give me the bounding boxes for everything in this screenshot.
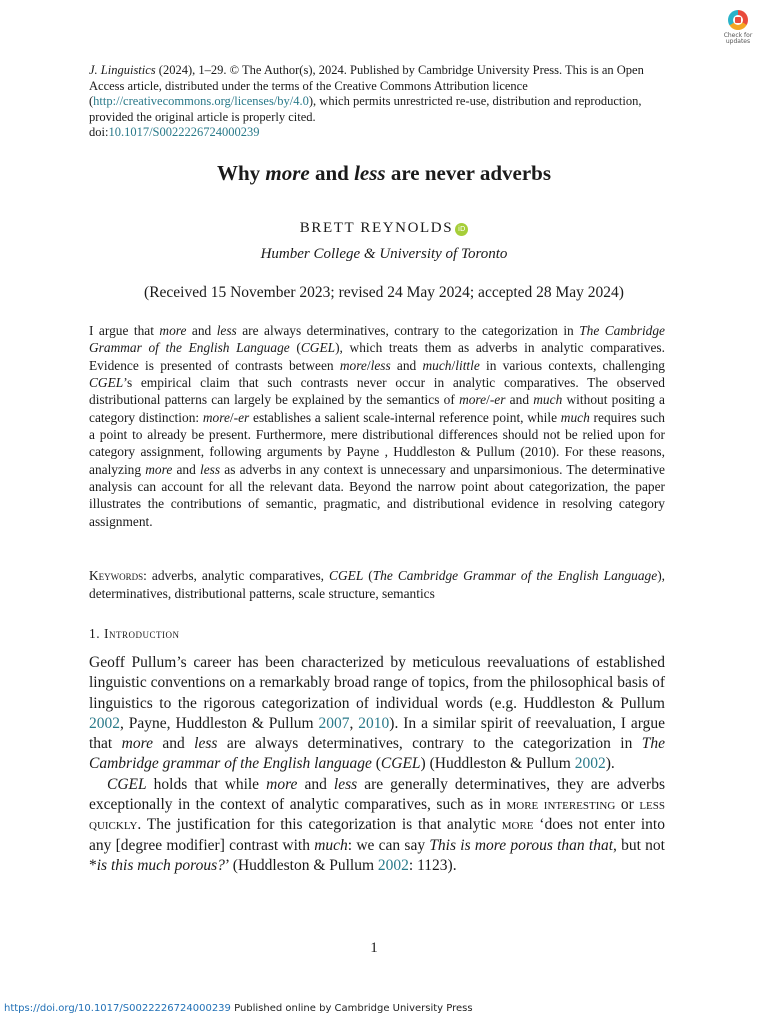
doi-prefix: doi: — [89, 125, 109, 140]
copyright-text: © The Author(s), 2024. Published by Cambridge University Press. This is an Open Access article, distributed under the terms of the Creative Commons Attribution licence ( — [89, 63, 644, 109]
author-name: BRETT REYNOLDS — [299, 220, 454, 236]
section-heading: 1. Introduction — [89, 626, 180, 641]
keywords-label: Keywords — [89, 568, 144, 583]
citation-link[interactable]: 2010 — [358, 714, 390, 732]
received-dates: (Received 15 November 2023; revised 24 May 2024; accepted 28 May 2024) — [144, 284, 624, 301]
doi-link[interactable]: 10.1017/S0022226724000239 — [108, 125, 260, 140]
paragraph: CGEL holds that while more and less are generally determinatives, they are adverbs exceptionally in the context of analytic comparatives, such as in more interesting or less quickly. The justification for this categorization is that analytic more ‘does not enter into any [degree modifier] contrast with much: we can say This is more porous than that, but not *is this much porous?’ (Huddleston & Pullum 2002: 1123). — [89, 775, 665, 874]
journal-header — [89, 63, 669, 141]
abstract: I argue that more and less are always determinatives, contrary to the categorization in The Cambridge Grammar of the English Language (CGEL), which treats them as adverbs in analytic comparatives. Evidence is presented of contrasts between more/less and much/little in various contexts, challenging CGEL’s empirical claim that such contrasts never occur in analytic comparatives. The observed distributional patterns can largely be explained by the semantics of more/-er and much without positing a category distinction: more/-er establishes a salient scale-internal reference point, while much requires such a point to already be present. Furthermore, mere distributional differences should not be relied upon for category assignment, following arguments by Payne , Huddleston & Pullum (2010). For these reasons, analyzing more and less as adverbs in any context is unnecessary and unparsimonious. The determinative analysis can account for all the relevant data. Beyond the narrow point about categorization, the paper illustrates the contributions of semantic, pragmatic, and distributional evidence in resolving category assignment. — [89, 323, 666, 529]
licence-text: ), which permits unrestricted re-use, distribution and reproduction, provided the original article is properly cited. — [89, 94, 642, 124]
citation-link[interactable]: 2007 — [318, 714, 350, 732]
footer-text: Published online by Cambridge University Press — [230, 1003, 473, 1014]
licence-link[interactable]: http://creativecommons.org/licenses/by/4.0 — [93, 94, 309, 109]
article-title: Why more and less are never adverbs — [216, 161, 552, 185]
citation-link[interactable]: 2002 — [89, 714, 120, 732]
body-text — [89, 653, 665, 876]
paragraph: Geoff Pullum’s career has been characterized by meticulous reevaluations of established linguistic conventions on a remarkably broad range of topics, from the philosophical basis of linguistics to the rigorous categorization of individual words (e.g. Huddleston & Pullum 2002, Payne, Huddleston & Pullum 2007, 2010). In a similar spirit of reevaluation, I argue that more and less are always determinatives, contrary to the categorization in The Cambridge grammar of the English language (CGEL) (Huddleston & Pullum 2002). — [89, 654, 666, 773]
check-for-updates-badge[interactable] — [718, 8, 758, 48]
keywords: Keywords: adverbs, analytic comparatives, CGEL (The Cambridge Grammar of the English Language), determinatives, distributional patterns, scale structure, semantics — [89, 568, 666, 601]
crossmark-icon — [728, 10, 748, 30]
author — [0, 220, 768, 237]
page-number: 1 — [370, 940, 378, 956]
citation-link[interactable]: 2002 — [574, 755, 606, 773]
badge-label: Check for updates — [723, 32, 753, 45]
affiliation: Humber College & University of Toronto — [260, 246, 508, 262]
journal-name: J. Linguistics — [89, 63, 156, 77]
footer — [4, 1003, 473, 1014]
citation-link[interactable]: 2002 — [377, 856, 409, 874]
footer-doi-link[interactable]: https://doi.org/10.1017/S0022226724000239 — [4, 1003, 231, 1014]
orcid-icon[interactable]: iD — [455, 223, 468, 236]
citation: (2024), 1–29. — [155, 63, 227, 77]
